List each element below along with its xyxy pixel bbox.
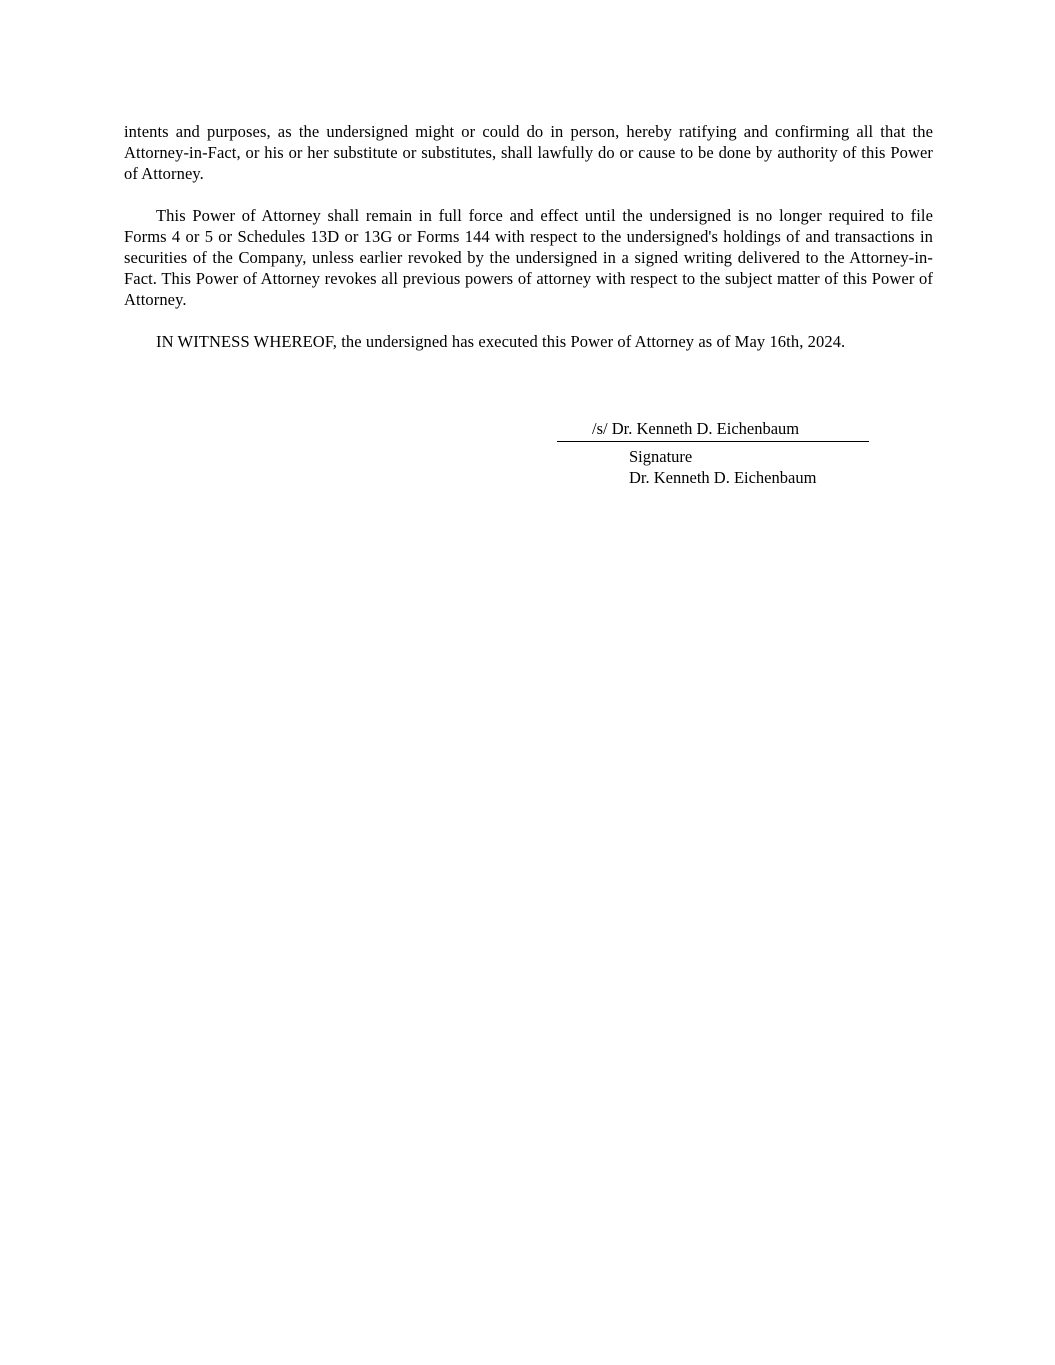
signature-printed-name: Dr. Kenneth D. Eichenbaum — [629, 468, 817, 487]
signature-label: Signature — [629, 447, 693, 466]
paragraph-continuation: intents and purposes, as the undersigned might or could do in person, hereby ratifying and confirming all that the Attorney-in-Fact, or his or her substitute or substitutes, shall lawfully do or cause to be done by authority of this Power of Attorney. — [124, 122, 933, 183]
signature-line: /s/ Dr. Kenneth D. Eichenbaum — [557, 418, 869, 442]
paragraph-duration-clause: This Power of Attorney shall remain in full force and effect until the undersigned is no longer required to file Forms 4 or 5 or Schedules 13D or 13G or Forms 144 with respect to the undersigned's holdings of and transactions in securities of the Company, unless earlier revoked by the undersigned in a signed writing delivered to the Attorney-in-Fact. This Power of Attorney revokes all previous powers of attorney with respect to the subject matter of this Power of Attorney. — [124, 206, 933, 309]
signature-block — [557, 418, 933, 488]
paragraph-witness-clause: IN WITNESS WHEREOF, the undersigned has executed this Power of Attorney as of May 16th, 2024. — [156, 332, 846, 351]
document-body — [124, 121, 933, 488]
